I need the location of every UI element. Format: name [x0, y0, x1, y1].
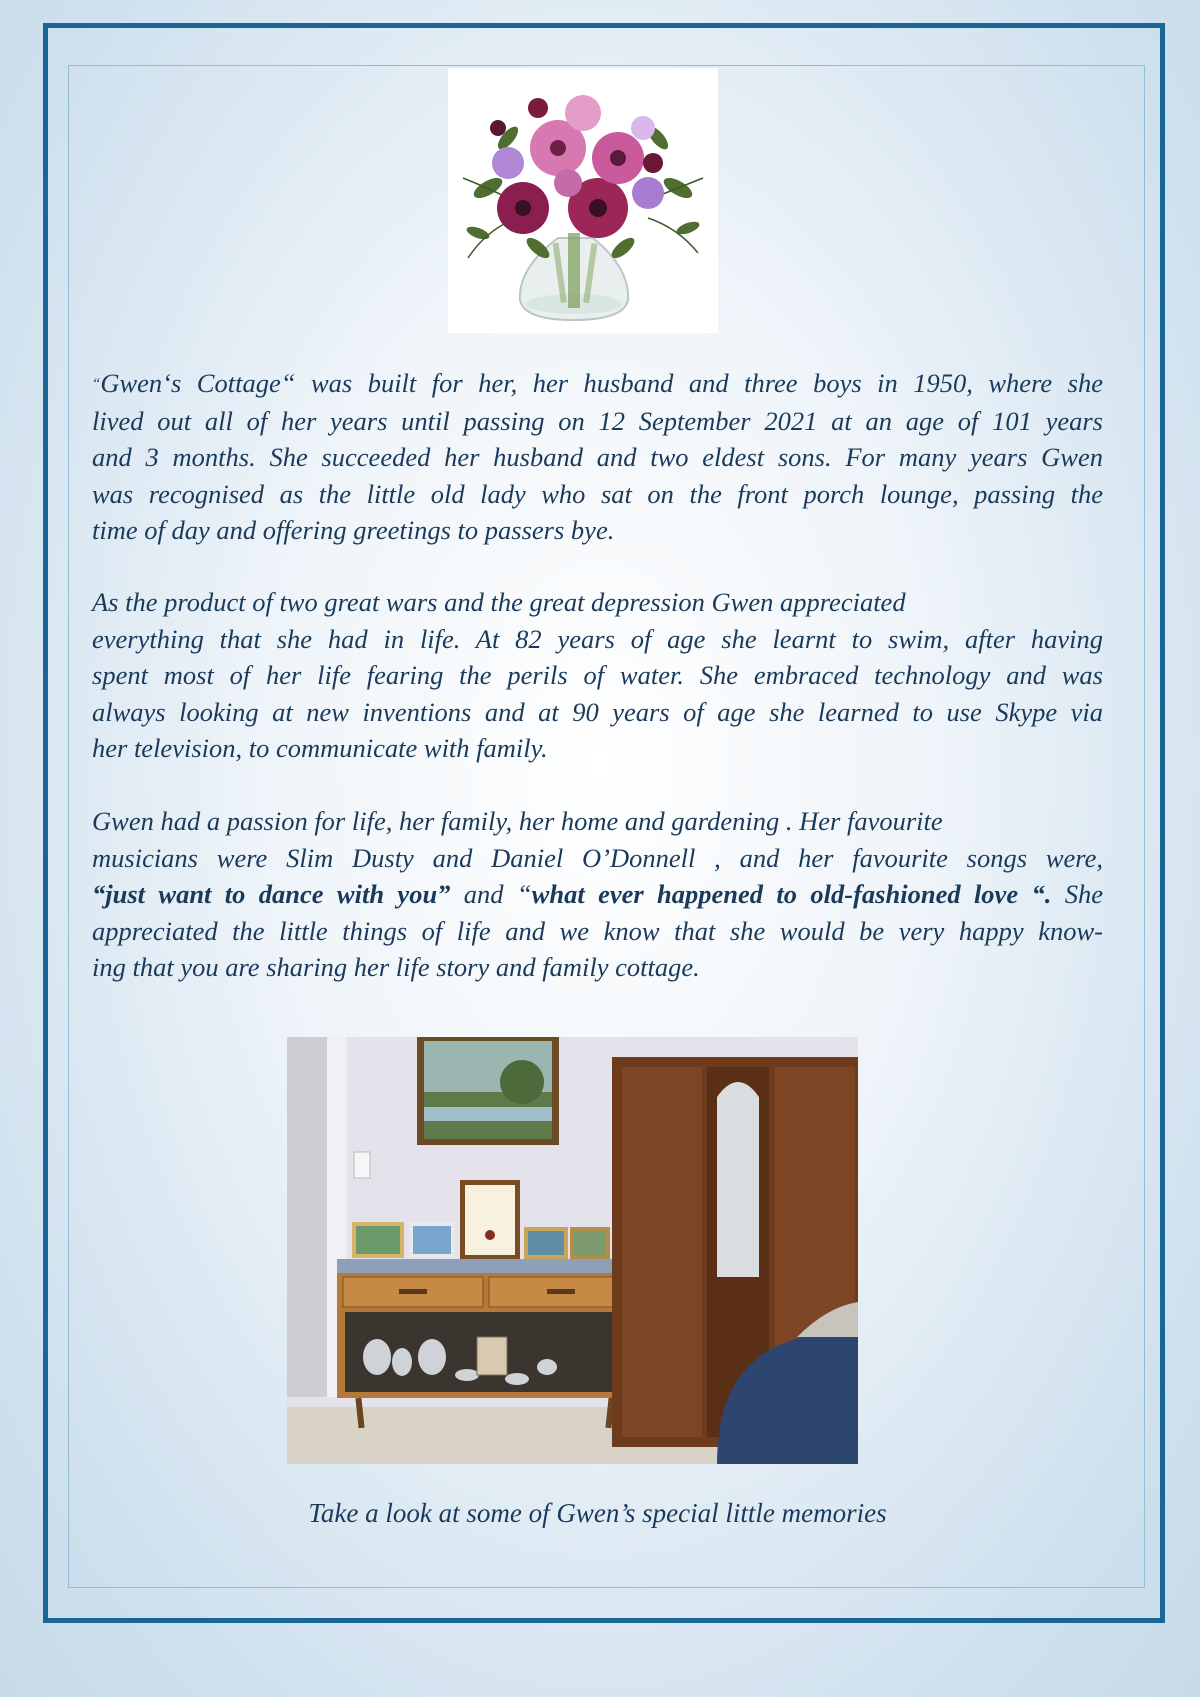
paragraph-line: lived out all of her years until passing on 12 September 2021 at an age of 101 years [92, 405, 1103, 436]
paragraph-line: time of day and offering greetings to passers bye. [92, 515, 615, 546]
photo-caption: Take a look at some of Gwen’s special little memories [308, 1498, 887, 1528]
paragraph-line: was recognised as the little old lady who sat on the front porch lounge, passing the [92, 478, 1103, 509]
paragraph-line: her television, to communicate with family. [92, 733, 548, 764]
paragraph-line: As the product of two great wars and the great depression Gwen appreciated [92, 587, 906, 617]
opening-quote: “ [92, 376, 101, 392]
paragraph-line: Gwen had a passion for life, her family, her home and gardening . Her favourite [92, 806, 943, 836]
paragraph-life [92, 584, 1103, 767]
room-photo [287, 1037, 858, 1464]
connector-text: and “ [450, 879, 532, 910]
paragraph-line: spent most of her life fearing the perils of water. She embraced technology and was [92, 660, 1103, 691]
flower-vase-image [448, 68, 718, 333]
paragraph-passions [92, 803, 1103, 986]
paragraph-line: ing that you are sharing her life story and family cottage. [92, 952, 700, 983]
paragraph-line [92, 365, 1103, 403]
paragraph-history [92, 365, 1103, 549]
paragraph-line-text: Gwen‘s Cottage“ was built for her, her husband and three boys in 1950, where she [100, 368, 1103, 398]
paragraph-line: always looking at new inventions and at 90 years of age she learned to use Skype via [92, 696, 1103, 727]
paragraph-line: musicians were Slim Dusty and Daniel O’Donnell , and her favourite songs were, [92, 842, 1103, 873]
paragraph-line: everything that she had in life. At 82 years of age she learnt to swim, after having [92, 623, 1103, 654]
paragraph-line: and 3 months. She succeeded her husband and two eldest sons. For many years Gwen [92, 442, 1103, 473]
paragraph-line: appreciated the little things of life and we know that she would be very happy know- [92, 915, 1103, 946]
favourite-song-2: what ever happened to old-fashioned love “. [531, 879, 1052, 910]
connector-text: She [1051, 879, 1103, 910]
favourite-song-1: “just want to dance with you” [92, 879, 451, 910]
paragraph-line-songs [92, 876, 1103, 913]
